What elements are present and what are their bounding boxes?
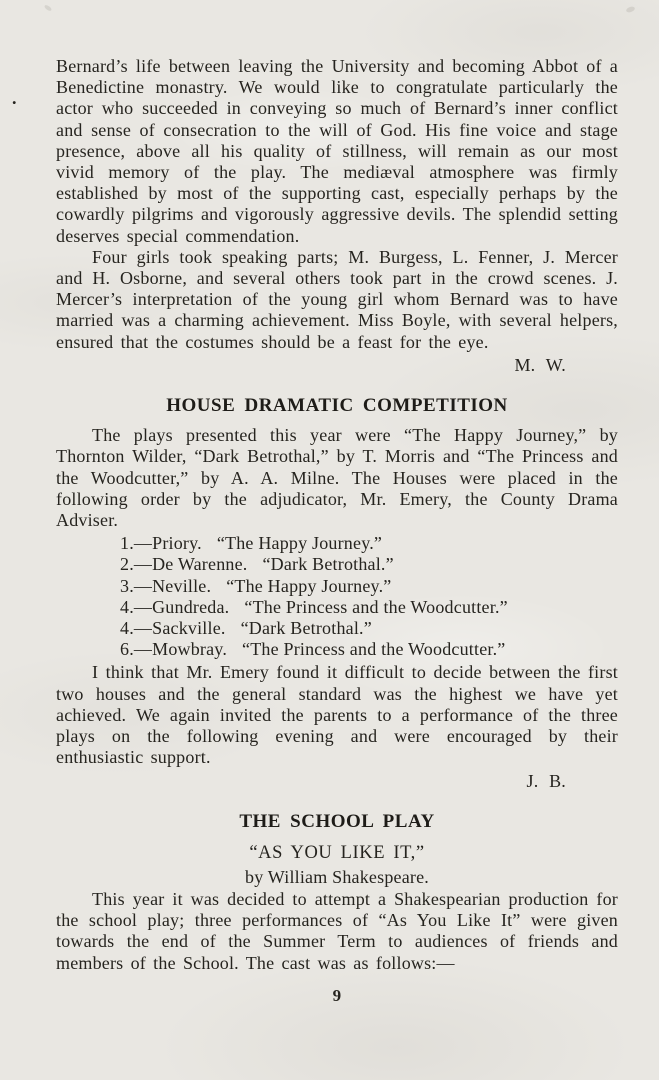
section-title-house-dramatic-competition: HOUSE DRAMATIC COMPETITION [166, 395, 508, 417]
result-house: Priory. [152, 533, 202, 554]
result-house: Neville. [152, 575, 212, 596]
section-title-the-school-play: THE SCHOOL PLAY [239, 810, 435, 832]
paragraph-competition-intro: The plays presented this year were “The Happy Journey,” by Thornton Wilder, “Dark Betrothal,” by T. Morris and “The Princess and the Woodcutter,” by A. A. Milne. The Houses were placed in the following order by the adjudicator, Mr. Emery, the County Drama Adviser. [56, 425, 618, 531]
play-byline-shakespeare: by William Shakespeare. [245, 866, 429, 887]
paragraph-competition-closing: I think that Mr. Emery found it difficult to decide between the first two houses and the general standard was the highest we have yet achieved. We again invited the parents to a performance of the three plays on the following evening and were encouraged by their enthusiastic support. [56, 662, 618, 768]
result-play: “The Happy Journey.” [226, 575, 392, 596]
scan-artifact-smudge [625, 6, 635, 14]
result-house: Gundreda. [152, 596, 230, 617]
competition-results-list [120, 533, 618, 660]
result-play: “The Happy Journey.” [216, 533, 383, 554]
result-rank: 4.— [120, 596, 153, 617]
competition-result-row [120, 554, 618, 575]
author-initials-jb: J. B. [526, 770, 566, 791]
play-title-as-you-like-it: “AS YOU LIKE IT,” [249, 842, 425, 863]
paragraph-school-play-intro: This year it was decided to attempt a Shakespearian production for the school play; three performances of “As You Like It” were given towards the end of the Summer Term to audiences of friends and members of the School. The cast was as follows:— [56, 888, 618, 973]
competition-result-row [120, 576, 618, 597]
result-play: “Dark Betrothal.” [262, 554, 394, 575]
author-initials-mw: M. W. [514, 354, 566, 375]
result-play: “The Princess and the Woodcutter.” [244, 596, 508, 617]
result-rank: 1.— [120, 533, 153, 554]
text-column [56, 56, 618, 1006]
result-rank: 2.— [120, 554, 153, 575]
result-rank: 4.— [120, 618, 153, 639]
scan-artifact-dot: . [12, 88, 17, 108]
competition-result-row [120, 597, 618, 618]
result-play: “Dark Betrothal.” [240, 618, 372, 639]
paragraph-bernard-review-continuation: Bernard’s life between leaving the University and becoming Abbot of a Benedictine monastry. We would like to congratulate particularly the actor who succeeded in conveying so much of Bernard’s inner conflict and sense of consecration to the will of God. His fine voice and stage presence, above all his quality of stillness, will remain as our most vivid memory of the play. The mediæval atmosphere was firmly established by most of the supporting cast, especially perhaps by the cowardly pilgrims and vigorously aggressive devils. The splendid setting deserves special commendation. [56, 56, 618, 246]
result-house: Sackville. [152, 618, 226, 639]
result-house: De Warenne. [152, 554, 248, 575]
result-rank: 3.— [120, 575, 153, 596]
result-play: “The Princess and the Woodcutter.” [242, 639, 506, 660]
scan-artifact-smudge [44, 4, 53, 12]
competition-result-row [120, 639, 618, 660]
competition-result-row [120, 533, 618, 554]
result-rank: 6.— [120, 639, 153, 660]
page-number: 9 [332, 985, 342, 1005]
competition-result-row [120, 618, 618, 639]
paragraph-girls-speaking-parts: Four girls took speaking parts; M. Burgess, L. Fenner, J. Mercer and H. Osborne, and several others took part in the crowd scenes. J. Mercer’s interpretation of the young girl whom Bernard was to have married was a charming achievement. Miss Boyle, with several helpers, ensured that the costumes should be a feast for the eye. [56, 246, 618, 352]
result-house: Mowbray. [152, 639, 228, 660]
